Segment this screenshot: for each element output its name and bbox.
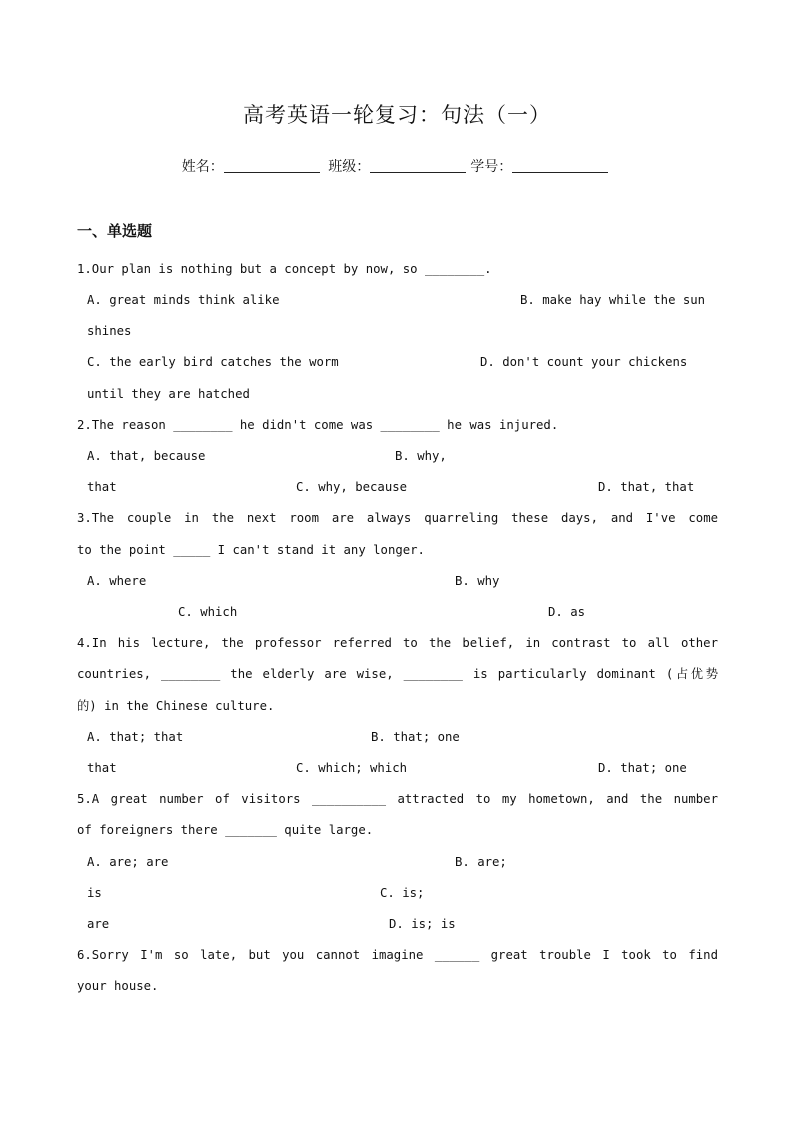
question-6-stem-line-2: your house. <box>77 979 159 993</box>
q1-option-c[interactable]: C. the early bird catches the worm <box>87 355 339 369</box>
q3-option-b[interactable]: B. why <box>455 574 500 588</box>
q4-option-b-cont: that <box>87 761 117 775</box>
q5-option-b-cont: is <box>87 886 102 900</box>
q4-option-a[interactable]: A. that; that <box>87 730 184 744</box>
q2-option-b-cont: that <box>87 480 117 494</box>
section-title: 一、单选题 <box>77 222 153 240</box>
q2-option-d[interactable]: D. that, that <box>598 480 695 494</box>
q5-option-c[interactable]: C. is; <box>380 886 425 900</box>
q4-option-b[interactable]: B. that; one <box>371 730 460 744</box>
class-label: 班级： <box>328 159 371 175</box>
question-5-stem-line-1: 5.A great number of visitors __________ attracted to my hometown, and the number <box>77 792 718 806</box>
name-blank[interactable] <box>224 158 320 173</box>
question-5-stem-line-2: of foreigners there _______ quite large. <box>77 823 374 837</box>
id-label: 学号： <box>470 159 513 175</box>
q4-option-c[interactable]: C. which; which <box>296 761 408 775</box>
q1-option-b-cont: shines <box>87 324 132 338</box>
q2-option-c[interactable]: C. why, because <box>296 480 408 494</box>
q1-option-d[interactable]: D. don't count your chickens <box>480 355 688 369</box>
page-title: 高考英语一轮复习：句法（一） <box>243 103 551 127</box>
q3-option-c[interactable]: C. which <box>178 605 238 619</box>
q2-option-b[interactable]: B. why, <box>395 449 447 463</box>
q2-option-a[interactable]: A. that, because <box>87 449 206 463</box>
question-3-stem-line-2: to the point _____ I can't stand it any longer. <box>77 543 425 557</box>
class-blank[interactable] <box>370 158 466 173</box>
q3-option-d[interactable]: D. as <box>548 605 586 619</box>
question-1-stem: 1.Our plan is nothing but a concept by now, so ________. <box>77 262 492 276</box>
q5-option-c-cont: are <box>87 917 110 931</box>
q1-option-a[interactable]: A. great minds think alike <box>87 293 280 307</box>
question-4-stem-line-2: countries, ________ the elderly are wise, ________ is particularly dominant (占优势 <box>77 667 718 681</box>
q5-option-d[interactable]: D. is; is <box>389 917 456 931</box>
question-3-stem-line-1: 3.The couple in the next room are always quarreling these days, and I've come <box>77 511 718 525</box>
question-4-stem-line-1: 4.In his lecture, the professor referred to the belief, in contrast to all other <box>77 636 718 650</box>
student-info-row <box>0 156 794 176</box>
question-4-stem-line-3: 的) in the Chinese culture. <box>77 699 275 713</box>
id-blank[interactable] <box>512 158 608 173</box>
q5-option-b[interactable]: B. are; <box>455 855 507 869</box>
question-6-stem-line-1: 6.Sorry I'm so late, but you cannot imagine ______ great trouble I took to find <box>77 948 718 962</box>
question-2-stem: 2.The reason ________ he didn't come was ________ he was injured. <box>77 418 559 432</box>
q4-option-d[interactable]: D. that; one <box>598 761 687 775</box>
q1-option-d-cont: until they are hatched <box>87 387 250 401</box>
q1-option-b[interactable]: B. make hay while the sun <box>520 293 706 307</box>
name-label: 姓名： <box>181 159 224 175</box>
q3-option-a[interactable]: A. where <box>87 574 147 588</box>
q5-option-a[interactable]: A. are; are <box>87 855 169 869</box>
